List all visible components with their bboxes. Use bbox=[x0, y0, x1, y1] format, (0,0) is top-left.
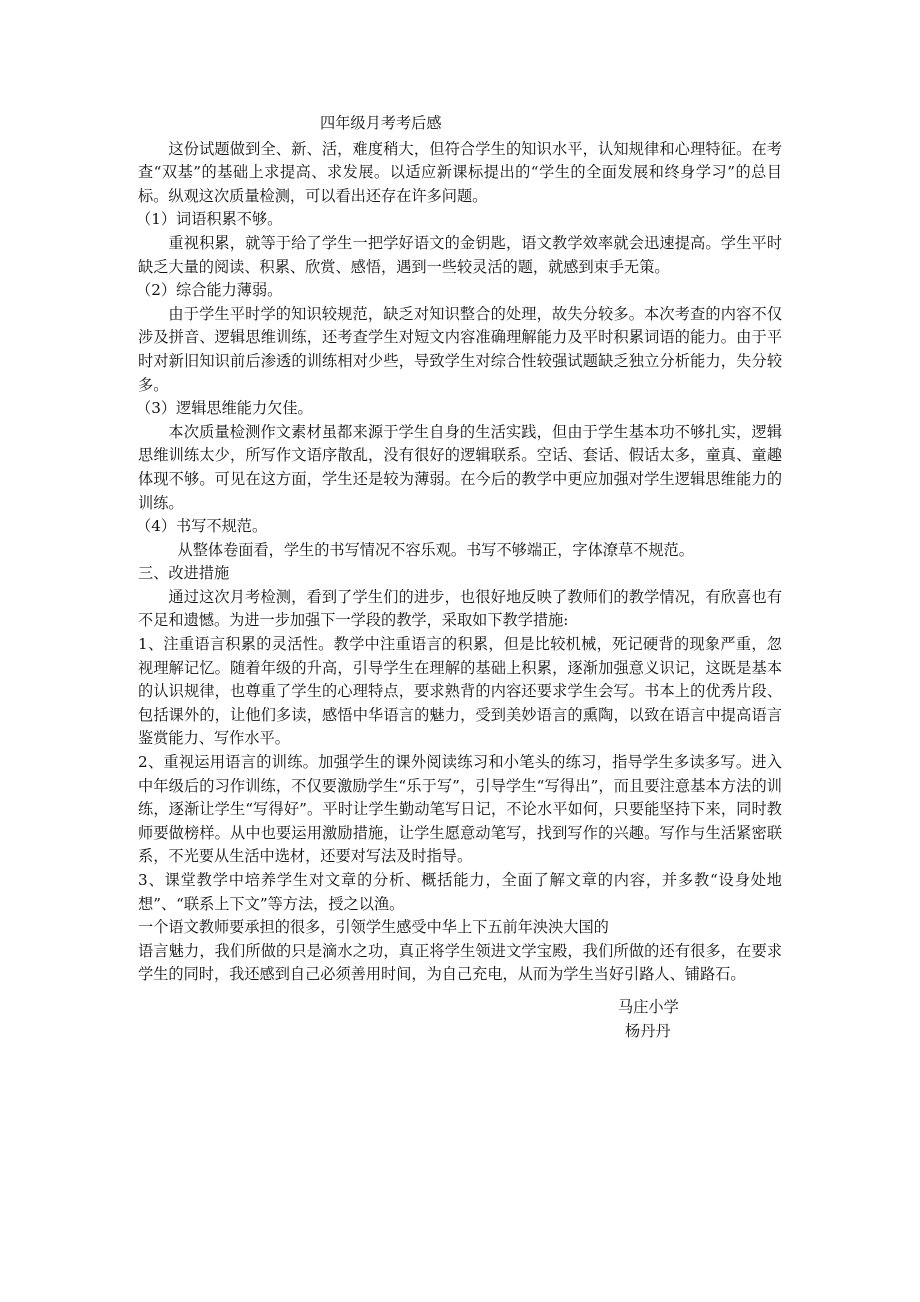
problem-heading-2: （2）综合能力薄弱。 bbox=[136, 281, 283, 300]
closing-line-2: 语言魅力，我们所做的只是滴水之功，真正将学生领进文学宝殿，我们所做的还有很多，在要求学生的同时，我还感到自己必须善用时间，为自己充电，从而为学生当好引路人、铺路石。 bbox=[138, 941, 782, 984]
problem-heading-4: （4）书写不规范。 bbox=[136, 517, 268, 536]
document-body bbox=[138, 112, 782, 1043]
measure-3: 3、课堂教学中培养学生对文章的分析、概括能力，全面了解文章的内容，并多教“设身处地想”、“联系上下文”等方法，授之以渔。 bbox=[138, 871, 782, 913]
section3-intro: 通过这次月考检测，看到了学生们的进步，也很好地反映了教师们的教学情况，有欣喜也有不足和遗憾。为进一步加强下一学段的教学，采取如下教学措施: bbox=[138, 587, 782, 630]
problem-body-4: 从整体卷面看，学生的书写情况不容乐观。书写不够端正，字体潦草不规范。 bbox=[177, 540, 694, 559]
problem-body-1: 重视积累，就等于给了学生一把学好语文的金钥匙，语文教学效率就会迅速提高。学生平时缺乏大量的阅读、积累、欣赏、感悟，遇到一些较灵活的题，就感到束手无策。 bbox=[138, 233, 782, 276]
signature-block bbox=[138, 995, 782, 1043]
problem-heading-3: （3）逻辑思维能力欠佳。 bbox=[136, 399, 313, 418]
section3-heading: 三、改进措施 bbox=[138, 564, 230, 583]
problem-heading-1: （1）词语积累不够。 bbox=[136, 210, 283, 229]
measure-1: 1、注重语言积累的灵活性。教学中注重语言的积累，但是比较机械，死记硬背的现象严重，忽视理解记忆。随着年级的升高，引导学生在理解的基础上积累，逐渐加强意义识记，这既是基本的认识规律，也尊重了学生的心理特点，要求熟背的内容还要求学生会写。书本上的优秀片段、包括课外的，让他们多读，感悟中华语言的魅力，受到美妙语言的熏陶，以致在语言中提高语言鉴赏能力、写作水平。 bbox=[138, 635, 782, 748]
problem-body-2: 由于学生平时学的知识较规范，缺乏对知识整合的处理，故失分较多。本次考查的内容不仅涉及拼音、逻辑思维训练，还考查学生对短文内容准确理解能力及平时积累词语的能力。由于平时对新旧知识前后渗透的训练相对少些，导致学生对综合性较强试题缺乏独立分析能力，失分较多。 bbox=[138, 304, 782, 394]
signature-author: 杨丹丹 bbox=[625, 1021, 671, 1040]
measure-2: 2、重视运用语言的训练。加强学生的课外阅读练习和小笔头的练习，指导学生多读多写。进入中年级后的习作训练，不仅要激励学生“乐于写”，引导学生“写得出”，而且要注意基本方法的训练，逐渐让学生“写得好”。平时让学生勤动笔写日记，不论水平如何，只要能坚持下来，同时教师要做榜样。从中也要运用激励措施，让学生愿意动笔写，找到写作的兴趣。写作与生活紧密联系，不光要从生活中选材，还要对写法及时指导。 bbox=[138, 753, 782, 866]
intro-paragraph: 这份试题做到全、新、活，难度稍大，但符合学生的知识水平，认知规律和心理特征。在考查“双基”的基础上求提高、求发展。以适应新课标提出的“学生的全面发展和终身学习”的总目标。纵观这次质量检测，可以看出还存在许多问题。 bbox=[138, 139, 782, 205]
document-title: 四年级月考考后感 bbox=[320, 114, 442, 132]
problem-body-3: 本次质量检测作文素材虽都来源于学生自身的生活实践，但由于学生基本功不够扎实，逻辑思维训练太少，所写作文语序散乱，没有很好的逻辑联系。空话、套话、假话太多，童真、童趣体现不够。可见在这方面，学生还是较为薄弱。在今后的教学中更应加强对学生逻辑思维能力的训练。 bbox=[138, 422, 782, 512]
closing-line-1: 一个语文教师要承担的很多，引领学生感受中华上下五前年泱泱大国的 bbox=[138, 918, 609, 937]
signature-school: 马庄小学 bbox=[618, 997, 679, 1016]
